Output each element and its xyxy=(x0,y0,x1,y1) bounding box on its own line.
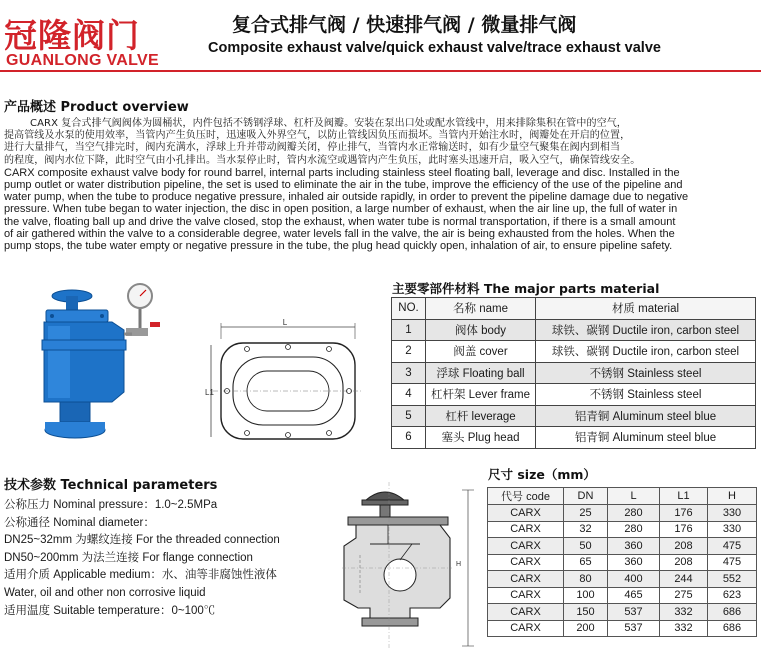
table-row xyxy=(488,521,757,538)
table-cell: 球铁、碳钢 Ductile iron, carbon steel xyxy=(536,341,756,363)
table-cell: 475 xyxy=(708,538,757,555)
table-cell: 275 xyxy=(660,587,708,604)
table-cell: 244 xyxy=(660,571,708,588)
overview-en-line: pump stops, the tube water empty or negative pressure in the tube, the plug head quickly open, inhalation of air, to ensure pipeline safety. xyxy=(4,240,673,253)
table-row xyxy=(392,384,756,406)
top-view-drawing xyxy=(205,315,365,455)
table-cell: 475 xyxy=(708,554,757,571)
table-cell: 塞头 Plug head xyxy=(426,427,536,449)
table-header-cell: L xyxy=(608,488,660,505)
table-cell: 360 xyxy=(608,538,660,555)
table-cell: 50 xyxy=(564,538,608,555)
table-cell: 32 xyxy=(564,521,608,538)
table-cell: 杠杆架 Lever frame xyxy=(426,384,536,406)
table-cell: 176 xyxy=(660,521,708,538)
table-row xyxy=(392,362,756,384)
overview-en-line: pump outlet or water distribution pipeline, the set is used to eliminate the air in the tube, improve the efficiency of the use of the pipeline and xyxy=(4,179,683,192)
brand-name-cn: 冠隆阀门 xyxy=(4,16,140,55)
table-cell: 686 xyxy=(708,620,757,637)
table-cell: 280 xyxy=(608,521,660,538)
table-row xyxy=(488,538,757,555)
table-cell: 200 xyxy=(564,620,608,637)
page-title-cn: 复合式排气阀 / 快速排气阀 / 微量排气阀 xyxy=(232,14,577,36)
overview-en-line: water pump, when the tube to produce negative pressure, inhaled air outside rapidly, in order to prevent the pipeline damage due to negative xyxy=(4,191,689,204)
valve-product-image xyxy=(40,282,180,457)
table-row xyxy=(392,319,756,341)
table-cell: 330 xyxy=(708,521,757,538)
overview-text xyxy=(4,118,759,252)
table-cell: CARX xyxy=(488,571,564,588)
table-row xyxy=(392,341,756,363)
table-cell: 100 xyxy=(564,587,608,604)
table-cell: 铝青铜 Aluminum steel blue xyxy=(536,427,756,449)
table-header-cell: DN xyxy=(564,488,608,505)
table-cell: 不锈钢 Stainless steel xyxy=(536,384,756,406)
table-cell: 208 xyxy=(660,538,708,555)
table-cell: CARX xyxy=(488,538,564,555)
tech-line: 公称压力 Nominal pressure：1.0~2.5MPa xyxy=(4,499,218,511)
table-header-cell: 材质 material xyxy=(536,298,756,320)
table-cell: CARX xyxy=(488,505,564,522)
table-header-cell: H xyxy=(708,488,757,505)
table-header-row xyxy=(392,298,756,320)
overview-en-line: of air gathered within the valve to a considerable degree, water levels fall in the valve, the air is being exhausted from the holes. When the xyxy=(4,227,675,240)
table-row xyxy=(488,587,757,604)
table-cell: 400 xyxy=(608,571,660,588)
table-cell: CARX xyxy=(488,554,564,571)
table-row xyxy=(392,427,756,449)
table-row xyxy=(488,571,757,588)
table-cell: CARX xyxy=(488,587,564,604)
table-cell: 25 xyxy=(564,505,608,522)
table-cell: 623 xyxy=(708,587,757,604)
table-row xyxy=(488,604,757,621)
overview-cn-line: 提高管线及水泵的使用效率，当管内产生负压时，迅速吸入外界空气，以防止管线因负压而损坏。当管内开始注水时，阀瓣处在开启的位置， xyxy=(4,130,631,142)
parts-table xyxy=(391,297,756,449)
tech-line: 适用介质 Applicable medium：水、油等非腐蚀性液体 xyxy=(4,569,277,582)
table-cell: 3 xyxy=(392,362,426,384)
tech-line: DN50~200mm 为法兰连接 For flange connection xyxy=(4,551,253,564)
dim-label-l: L xyxy=(282,318,288,327)
tech-parameters xyxy=(4,497,280,620)
table-cell: 4 xyxy=(392,384,426,406)
brand-name-en: GUANLONG VALVE xyxy=(6,52,159,69)
parts-heading: 主要零部件材料 The major parts material xyxy=(392,281,660,296)
table-header-cell: L1 xyxy=(660,488,708,505)
overview-heading: 产品概述 Product overview xyxy=(4,100,189,115)
table-cell: 65 xyxy=(564,554,608,571)
table-header-cell: 代号 code xyxy=(488,488,564,505)
table-cell: 阀体 body xyxy=(426,319,536,341)
table-row xyxy=(392,405,756,427)
table-cell: 杠杆 leverage xyxy=(426,405,536,427)
header-divider xyxy=(0,70,761,72)
table-cell: 686 xyxy=(708,604,757,621)
tech-line: Water, oil and other non corrosive liquid xyxy=(4,586,206,599)
table-cell: 176 xyxy=(660,505,708,522)
table-cell: 1 xyxy=(392,319,426,341)
table-header-cell: NO. xyxy=(392,298,426,320)
table-cell: 330 xyxy=(708,505,757,522)
table-header-cell: 名称 name xyxy=(426,298,536,320)
overview-en-line: pressure. When tube began to water injection, the disc in open position, a large number of exhaust, when the air line up, the full of water in xyxy=(4,203,678,216)
table-row xyxy=(488,505,757,522)
table-cell: 332 xyxy=(660,620,708,637)
table-row xyxy=(488,554,757,571)
overview-en-line: CARX composite exhaust valve body for round barrel, internal parts including stainless steel floating ball, leverage and disc. Installed in the xyxy=(4,166,680,179)
overview-cn-line: 的程度，阀内水位下降，此时空气由小孔排出。当水泵停止时，管内水流空或遇管内产生负压，此时塞头迅速开启，吸入空气，确保管线安全。 xyxy=(4,154,641,166)
overview-cn-line: 进行大量排气，当空气排完时，阀内充满水，浮球上升并带动阀瓣关闭，停止排气，当管内水正常输送时，如有少量空气聚集在阀内到相当 xyxy=(4,142,621,154)
table-row xyxy=(488,620,757,637)
tech-line: DN25~32mm 为螺纹连接 For the threaded connection xyxy=(4,534,280,547)
table-cell: 阀盖 cover xyxy=(426,341,536,363)
table-cell: 280 xyxy=(608,505,660,522)
table-cell: 465 xyxy=(608,587,660,604)
table-cell: 2 xyxy=(392,341,426,363)
table-cell: 332 xyxy=(660,604,708,621)
table-cell: 5 xyxy=(392,405,426,427)
dim-label-l1: L1 xyxy=(205,388,214,397)
dim-label-h: H xyxy=(456,561,462,568)
table-cell: 铝青铜 Aluminum steel blue xyxy=(536,405,756,427)
table-cell: 6 xyxy=(392,427,426,449)
table-cell: CARX xyxy=(488,620,564,637)
table-cell: 537 xyxy=(608,620,660,637)
table-header-row xyxy=(488,488,757,505)
table-cell: 360 xyxy=(608,554,660,571)
page-title-en: Composite exhaust valve/quick exhaust valve/trace exhaust valve xyxy=(208,40,661,56)
table-cell: 浮球 Floating ball xyxy=(426,362,536,384)
tech-line: 公称通径 Nominal diameter： xyxy=(4,516,155,529)
overview-cn-line: CARX 复合式排气阀阀体为圆桶状，内件包括不锈钢浮球、杠杆及阀瓣。安装在泵出口处或配水管线中，用来排除集积在管中的空气， xyxy=(30,118,627,129)
size-table xyxy=(487,487,757,637)
table-cell: 不锈钢 Stainless steel xyxy=(536,362,756,384)
table-cell: 80 xyxy=(564,571,608,588)
tech-line: 适用温度 Suitable temperature：0~100℃ xyxy=(4,604,216,617)
tech-heading: 技术参数 Technical parameters xyxy=(4,478,218,493)
table-cell: 150 xyxy=(564,604,608,621)
table-cell: CARX xyxy=(488,604,564,621)
table-cell: 208 xyxy=(660,554,708,571)
table-cell: 537 xyxy=(608,604,660,621)
table-cell: CARX xyxy=(488,521,564,538)
table-cell: 球铁、碳钢 Ductile iron, carbon steel xyxy=(536,319,756,341)
overview-en-line: the valve, floating ball up and drive the valve closed, stop the exhaust, when water tube is normal transportation, if there is a small amount xyxy=(4,215,676,228)
table-cell: 552 xyxy=(708,571,757,588)
section-view-drawing xyxy=(340,480,480,652)
size-heading: 尺寸 size（mm） xyxy=(488,467,596,482)
